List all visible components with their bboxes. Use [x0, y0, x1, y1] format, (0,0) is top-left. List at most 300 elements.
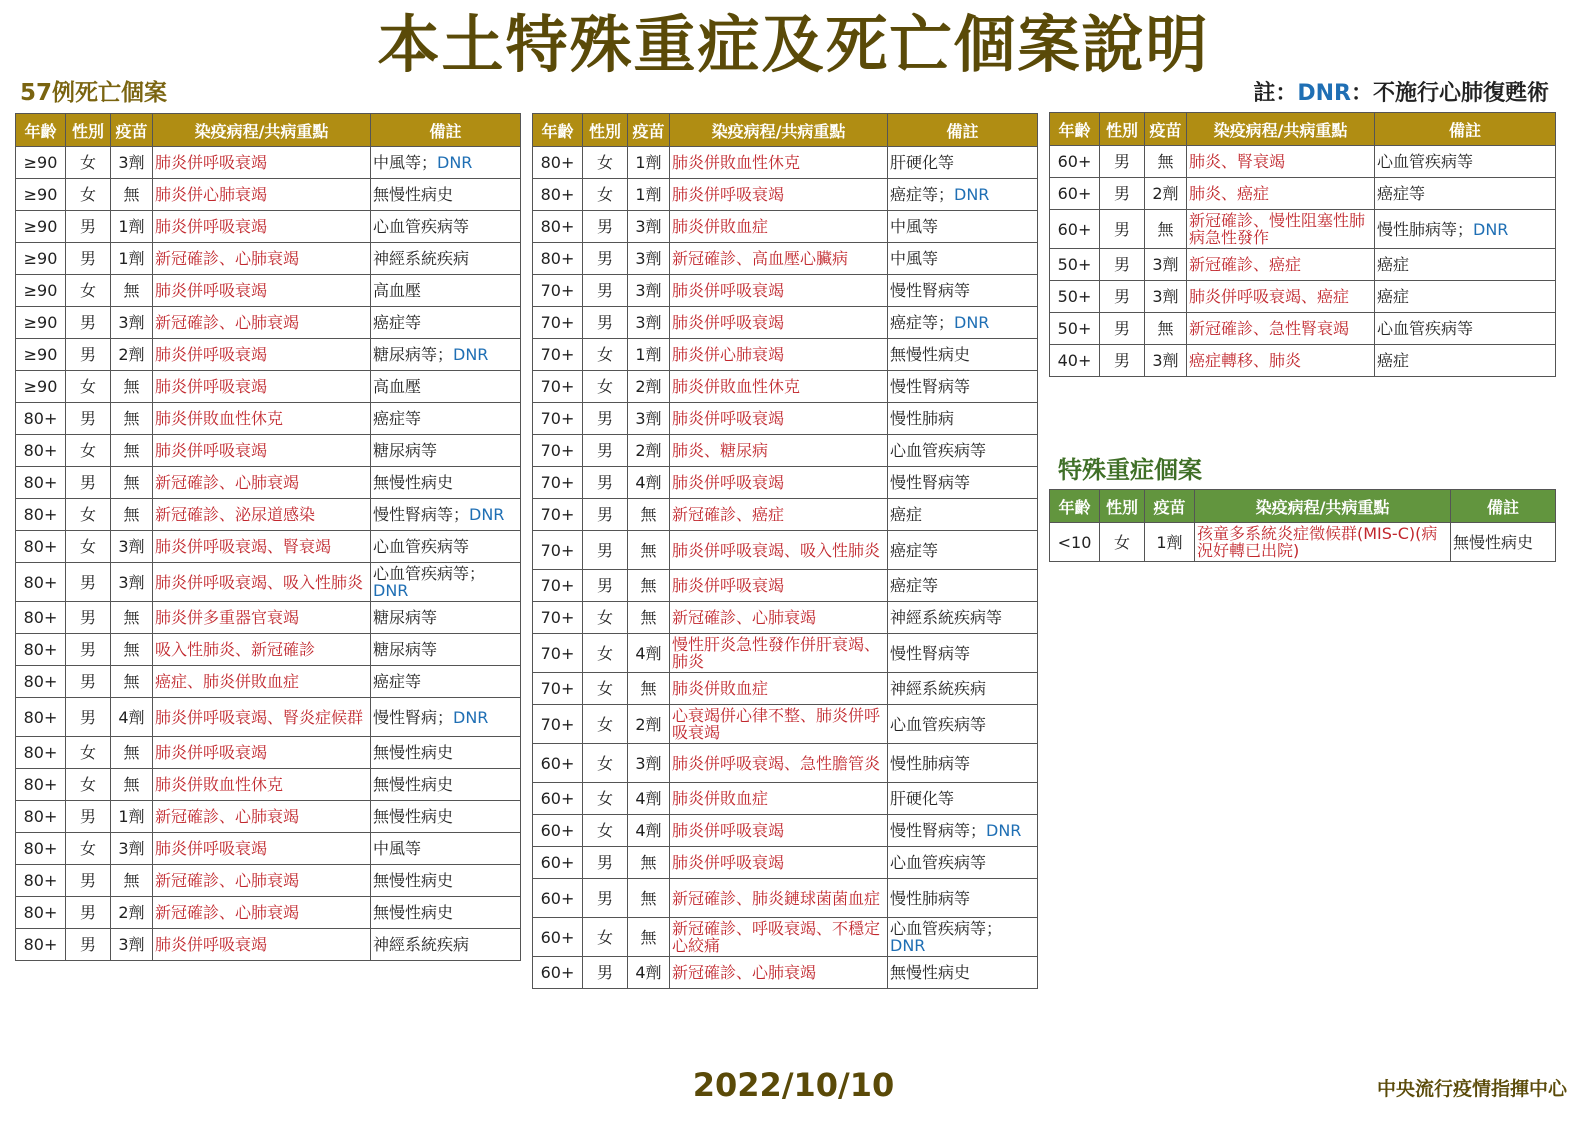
- course-cell: [153, 634, 371, 666]
- age-cell-text: 80+: [23, 473, 58, 492]
- vaccine-cell-text: 3劑: [118, 153, 145, 172]
- course-cell-text: 肺炎併呼吸衰竭: [155, 217, 268, 236]
- course-cell-text: 肺炎併呼吸衰竭: [155, 345, 268, 364]
- vaccine-cell-text: 2劑: [1152, 184, 1179, 203]
- course-cell: [153, 179, 371, 211]
- remark-cell: [888, 570, 1038, 602]
- remark-cell: [888, 957, 1038, 989]
- remark-cell-text: 慢性腎病；: [373, 707, 454, 727]
- course-cell-text: 新冠確診、急性腎衰竭: [1189, 319, 1350, 338]
- age-cell-text: 80+: [23, 743, 58, 762]
- remark-cell-text: 癌症: [1377, 287, 1410, 306]
- sex-cell: [66, 435, 111, 467]
- sex-cell-text: 女: [596, 345, 613, 364]
- vaccine-cell-text: 無: [123, 640, 140, 659]
- sex-cell-text: 男: [79, 313, 96, 332]
- course-cell-text: 癌症、肺炎併敗血症: [155, 672, 300, 691]
- table-row: [1050, 523, 1556, 562]
- course-cell-text: 新冠確診、泌尿道感染: [155, 505, 316, 524]
- course-cell: [670, 815, 888, 847]
- sex-cell: [583, 371, 628, 403]
- vaccine-cell-text: 3劑: [1152, 287, 1179, 306]
- remark-cell: [888, 147, 1038, 179]
- course-cell: [670, 275, 888, 307]
- course-cell: [153, 666, 371, 698]
- table-row: [16, 179, 521, 211]
- remark-cell-text: 癌症等；: [890, 313, 955, 332]
- sex-cell: [1100, 345, 1145, 377]
- course-cell-text: 肺炎併呼吸衰竭、吸入性肺炎: [155, 572, 364, 592]
- remark-cell-text: 中風等: [373, 839, 422, 858]
- course-cell: [153, 435, 371, 467]
- course-cell: [670, 634, 888, 673]
- sex-cell-text: 女: [79, 537, 96, 556]
- vaccine-cell-text: 3劑: [118, 572, 145, 592]
- dnr-note: [1253, 76, 1549, 107]
- sex-cell: [66, 403, 111, 435]
- age-cell-text: 80+: [23, 707, 58, 727]
- remark-cell-text: 慢性肺病等: [890, 753, 971, 773]
- remark-cell-text: 糖尿病等: [373, 608, 438, 627]
- age-cell-text: 70+: [540, 540, 575, 560]
- remark-cell: [1375, 249, 1556, 281]
- remark-cell-text: 心血管疾病等: [373, 217, 470, 236]
- remark-cell-text: 無慢性病史: [1453, 532, 1534, 552]
- age-cell: [16, 339, 66, 371]
- vaccine-cell-text: 2劑: [635, 441, 662, 460]
- age-cell-text: 70+: [540, 345, 575, 364]
- age-cell: [16, 634, 66, 666]
- remark-cell: [371, 865, 521, 897]
- age-cell-text: 80+: [23, 409, 58, 428]
- course-cell-text: 新冠確診、心肺衰竭: [155, 871, 300, 890]
- sex-cell: [583, 435, 628, 467]
- vaccine-cell: [628, 371, 670, 403]
- vaccine-cell-text: 無: [640, 927, 657, 947]
- dnr-tag: DNR: [453, 707, 489, 727]
- sex-cell: [583, 179, 628, 211]
- course-cell-text: 新冠確診、心肺衰竭: [672, 608, 817, 627]
- vaccine-cell: [1145, 146, 1187, 178]
- course-cell: [670, 179, 888, 211]
- age-cell: [16, 602, 66, 634]
- vaccine-cell-text: 無: [1157, 219, 1174, 239]
- course-cell: [670, 467, 888, 499]
- table-row: [533, 435, 1038, 467]
- age-cell: [16, 563, 66, 602]
- death-cases-table-3: [1049, 112, 1556, 377]
- note-term: DNR: [1297, 81, 1351, 106]
- remark-cell: [888, 602, 1038, 634]
- vaccine-cell-text: 3劑: [635, 313, 662, 332]
- age-cell-text: 70+: [540, 441, 575, 460]
- course-cell: [670, 744, 888, 783]
- age-cell-text: 60+: [540, 753, 575, 773]
- age-cell-text: ≥90: [23, 153, 58, 172]
- remark-cell-text: 慢性腎病等；: [373, 505, 470, 524]
- vaccine-cell: [111, 531, 153, 563]
- vaccine-cell: [628, 918, 670, 957]
- remark-cell: [371, 929, 521, 961]
- sex-cell: [583, 634, 628, 673]
- sex-cell-text: 女: [596, 789, 613, 808]
- vaccine-cell-text: 4劑: [635, 473, 662, 492]
- sex-cell: [583, 339, 628, 371]
- vaccine-cell: [111, 769, 153, 801]
- age-cell-text: 80+: [23, 807, 58, 826]
- table-row: [533, 634, 1038, 673]
- remark-cell-text: 無慢性病史: [890, 963, 971, 982]
- table-row: [1050, 281, 1556, 313]
- course-cell: [670, 531, 888, 570]
- sex-cell: [66, 339, 111, 371]
- vaccine-cell-text: 3劑: [1152, 255, 1179, 274]
- vaccine-cell: [111, 243, 153, 275]
- vaccine-cell: [111, 499, 153, 531]
- remark-cell: [1375, 146, 1556, 178]
- course-cell-text: 新冠確診、心肺衰竭: [155, 249, 300, 268]
- remark-cell-text: 糖尿病等: [373, 441, 438, 460]
- age-cell: [16, 243, 66, 275]
- remark-cell-text: 慢性肺病等；: [1377, 219, 1474, 239]
- course-cell-text: 孩童多系統炎症徵候群(MIS-C)(病況好轉已出院): [1197, 524, 1438, 560]
- remark-cell-text: 癌症等: [1377, 184, 1426, 203]
- remark-cell: [371, 339, 521, 371]
- vaccine-cell: [111, 833, 153, 865]
- table-row: [533, 339, 1038, 371]
- course-cell: [153, 833, 371, 865]
- course-cell: [1187, 210, 1375, 249]
- sex-cell: [66, 833, 111, 865]
- age-cell: [533, 602, 583, 634]
- table-row: [1050, 249, 1556, 281]
- sex-cell: [66, 179, 111, 211]
- remark-cell-text: 癌症: [1377, 255, 1410, 274]
- table-row: [16, 897, 521, 929]
- course-cell: [670, 847, 888, 879]
- age-cell: [16, 666, 66, 698]
- header-sex: 性別: [583, 114, 628, 147]
- table-row: [533, 275, 1038, 307]
- vaccine-cell-text: 無: [123, 672, 140, 691]
- remark-cell: [371, 403, 521, 435]
- course-cell-text: 肺炎併呼吸衰竭: [672, 185, 785, 204]
- vaccine-cell-text: 無: [123, 409, 140, 428]
- vaccine-cell-text: 無: [640, 505, 657, 524]
- sex-cell-text: 男: [79, 608, 96, 627]
- remark-cell-text: 中風等: [890, 217, 939, 236]
- course-cell: [1195, 523, 1451, 562]
- age-cell-text: 60+: [540, 963, 575, 982]
- vaccine-cell: [111, 147, 153, 179]
- age-cell: [533, 147, 583, 179]
- vaccine-cell: [111, 602, 153, 634]
- course-cell: [670, 403, 888, 435]
- course-cell-text: 肺炎併敗血性休克: [155, 409, 284, 428]
- course-cell: [670, 307, 888, 339]
- sex-cell-text: 男: [596, 217, 613, 236]
- sex-cell-text: 女: [596, 185, 613, 204]
- death-cases-table-1: [15, 113, 521, 961]
- sex-cell-text: 男: [1113, 219, 1130, 239]
- table-row: [16, 531, 521, 563]
- sex-cell-text: 女: [79, 743, 96, 762]
- sex-cell-text: 男: [79, 903, 96, 922]
- table-row: [533, 918, 1038, 957]
- table-row: [16, 307, 521, 339]
- vaccine-cell-text: 1劑: [118, 807, 145, 826]
- remark-cell-text: 慢性腎病等: [890, 473, 971, 492]
- vaccine-cell: [111, 371, 153, 403]
- sex-cell-text: 男: [79, 473, 96, 492]
- sex-cell-text: 男: [79, 707, 96, 727]
- remark-cell: [888, 403, 1038, 435]
- vaccine-cell-text: 無: [640, 888, 657, 908]
- sex-cell: [1100, 146, 1145, 178]
- vaccine-cell-text: 1劑: [635, 345, 662, 364]
- remark-cell: [371, 179, 521, 211]
- course-cell: [1187, 249, 1375, 281]
- age-cell-text: 80+: [23, 505, 58, 524]
- sex-cell-text: 男: [79, 249, 96, 268]
- sex-cell: [66, 243, 111, 275]
- course-cell: [670, 371, 888, 403]
- table-row: [16, 243, 521, 275]
- sex-cell: [66, 467, 111, 499]
- sex-cell: [583, 211, 628, 243]
- sex-cell: [583, 147, 628, 179]
- age-cell-text: <10: [1057, 532, 1092, 552]
- age-cell: [533, 243, 583, 275]
- vaccine-cell-text: 3劑: [635, 281, 662, 300]
- header-vaccine: 疫苗: [1145, 490, 1195, 523]
- vaccine-cell: [628, 307, 670, 339]
- course-cell: [153, 698, 371, 737]
- course-cell-text: 肺炎併呼吸衰竭、腎衰竭: [155, 537, 332, 556]
- remark-cell: [371, 634, 521, 666]
- death-cases-table-2: [532, 113, 1038, 989]
- vaccine-cell-text: 2劑: [118, 903, 145, 922]
- age-cell: [16, 147, 66, 179]
- age-cell-text: 70+: [540, 409, 575, 428]
- remark-cell-text: 糖尿病等；: [373, 345, 454, 364]
- sex-cell: [583, 879, 628, 918]
- vaccine-cell-text: 無: [640, 853, 657, 872]
- vaccine-cell-text: 2劑: [635, 377, 662, 396]
- age-cell-text: 80+: [540, 153, 575, 172]
- vaccine-cell-text: 無: [640, 540, 657, 560]
- header-sex: 性別: [1100, 113, 1145, 146]
- table-row: [533, 147, 1038, 179]
- remark-cell-text: 心血管疾病等: [890, 441, 987, 460]
- course-cell-text: 肺炎併呼吸衰竭、急性膽管炎: [672, 753, 881, 773]
- course-cell: [1187, 281, 1375, 313]
- remark-cell: [1375, 210, 1556, 249]
- course-cell-text: 肺炎併呼吸衰竭: [155, 377, 268, 396]
- course-cell: [153, 339, 371, 371]
- sex-cell-text: 女: [79, 153, 96, 172]
- remark-cell-text: 無慢性病史: [373, 871, 454, 890]
- age-cell: [533, 705, 583, 744]
- dnr-tag: DNR: [373, 581, 409, 600]
- age-cell-text: 70+: [540, 473, 575, 492]
- table-row: [533, 957, 1038, 989]
- header-remark: 備註: [1375, 113, 1556, 146]
- sex-cell-text: 女: [596, 153, 613, 172]
- sex-cell-text: 男: [1113, 351, 1130, 370]
- vaccine-cell: [628, 499, 670, 531]
- sex-cell: [583, 673, 628, 705]
- age-cell-text: ≥90: [23, 313, 58, 332]
- course-cell: [153, 602, 371, 634]
- age-cell: [533, 847, 583, 879]
- remark-cell: [371, 897, 521, 929]
- age-cell: [533, 673, 583, 705]
- remark-cell: [888, 634, 1038, 673]
- age-cell: [1050, 146, 1100, 178]
- vaccine-cell-text: 2劑: [635, 714, 662, 734]
- vaccine-cell-text: 3劑: [635, 409, 662, 428]
- sex-cell-text: 男: [79, 345, 96, 364]
- vaccine-cell: [111, 737, 153, 769]
- course-cell: [153, 929, 371, 961]
- age-cell-text: 60+: [1057, 152, 1092, 171]
- course-cell-text: 肺炎併敗血症: [672, 679, 769, 698]
- dnr-tag: DNR: [890, 936, 926, 955]
- vaccine-cell: [628, 673, 670, 705]
- age-cell: [533, 744, 583, 783]
- age-cell: [16, 211, 66, 243]
- remark-cell-text: 癌症等: [890, 540, 939, 560]
- age-cell: [533, 957, 583, 989]
- sex-cell-text: 女: [1113, 532, 1130, 552]
- vaccine-cell: [628, 211, 670, 243]
- age-cell-text: 80+: [540, 185, 575, 204]
- age-cell-text: 60+: [1057, 219, 1092, 239]
- vaccine-cell: [1145, 345, 1187, 377]
- sex-cell: [66, 929, 111, 961]
- table-row: [16, 403, 521, 435]
- age-cell-text: ≥90: [23, 377, 58, 396]
- vaccine-cell-text: 3劑: [118, 935, 145, 954]
- course-cell: [153, 531, 371, 563]
- vaccine-cell-text: 3劑: [118, 537, 145, 556]
- course-cell: [153, 737, 371, 769]
- remark-cell-text: 無慢性病史: [373, 473, 454, 492]
- sex-cell: [66, 147, 111, 179]
- sex-cell: [66, 563, 111, 602]
- course-cell: [670, 705, 888, 744]
- age-cell-text: 80+: [23, 871, 58, 890]
- age-cell: [533, 783, 583, 815]
- sex-cell-text: 男: [596, 281, 613, 300]
- remark-cell-text: 癌症等: [373, 313, 422, 332]
- age-cell: [533, 435, 583, 467]
- remark-cell: [888, 815, 1038, 847]
- course-cell-text: 新冠確診、心肺衰竭: [155, 473, 300, 492]
- age-cell-text: 70+: [540, 608, 575, 627]
- remark-cell-text: 無慢性病史: [373, 743, 454, 762]
- remark-cell: [888, 847, 1038, 879]
- remark-cell: [371, 211, 521, 243]
- remark-cell: [371, 602, 521, 634]
- sex-cell-text: 女: [79, 377, 96, 396]
- course-cell-text: 肺炎併呼吸衰竭: [672, 576, 785, 595]
- age-cell: [533, 371, 583, 403]
- table-row: [533, 705, 1038, 744]
- sex-cell: [66, 737, 111, 769]
- table-row: [533, 307, 1038, 339]
- remark-cell-text: 肝硬化等: [890, 153, 955, 172]
- sex-cell: [66, 307, 111, 339]
- remark-cell: [371, 563, 521, 602]
- remark-cell: [371, 467, 521, 499]
- table-row: [16, 371, 521, 403]
- table-row: [533, 371, 1038, 403]
- remark-cell: [888, 531, 1038, 570]
- remark-cell: [371, 243, 521, 275]
- sex-cell-text: 男: [596, 249, 613, 268]
- age-cell-text: 70+: [540, 679, 575, 698]
- vaccine-cell: [111, 563, 153, 602]
- header-course: 染疫病程/共病重點: [153, 114, 371, 147]
- age-cell: [533, 467, 583, 499]
- header-sex: 性別: [1100, 490, 1145, 523]
- remark-cell: [371, 275, 521, 307]
- vaccine-cell-text: 1劑: [1156, 532, 1183, 552]
- vaccine-cell-text: 3劑: [635, 249, 662, 268]
- table-row: [16, 929, 521, 961]
- course-cell-text: 肺炎併呼吸衰竭: [672, 281, 785, 300]
- age-cell-text: 60+: [540, 888, 575, 908]
- course-cell-text: 肺炎併敗血性休克: [672, 153, 801, 172]
- table-row: [1050, 313, 1556, 345]
- sex-cell: [583, 275, 628, 307]
- sex-cell: [66, 275, 111, 307]
- remark-cell: [371, 698, 521, 737]
- course-cell-text: 肺炎併呼吸衰竭: [672, 473, 785, 492]
- remark-cell-text: 心血管疾病等；: [373, 564, 486, 583]
- course-cell: [153, 307, 371, 339]
- sex-cell-text: 男: [596, 313, 613, 332]
- sex-cell-text: 男: [1113, 152, 1130, 171]
- age-cell: [16, 275, 66, 307]
- remark-cell-text: 慢性腎病等: [890, 281, 971, 300]
- vaccine-cell: [1145, 249, 1187, 281]
- sex-cell: [583, 847, 628, 879]
- vaccine-cell: [1145, 313, 1187, 345]
- sex-cell: [66, 371, 111, 403]
- age-cell-text: 80+: [540, 217, 575, 236]
- sex-cell: [66, 769, 111, 801]
- age-cell-text: ≥90: [23, 345, 58, 364]
- page-title: 本土特殊重症及死亡個案說明: [377, 8, 1210, 81]
- table-row: [533, 783, 1038, 815]
- report-date: 2022/10/10: [692, 1066, 895, 1104]
- vaccine-cell-text: 4劑: [635, 821, 662, 840]
- vaccine-cell: [111, 211, 153, 243]
- age-cell-text: 70+: [540, 377, 575, 396]
- vaccine-cell: [111, 435, 153, 467]
- course-cell-text: 肺炎併心肺衰竭: [155, 185, 268, 204]
- header-remark: 備註: [888, 114, 1038, 147]
- sex-cell: [66, 698, 111, 737]
- remark-cell-text: 無慢性病史: [373, 775, 454, 794]
- table-row: [1050, 345, 1556, 377]
- vaccine-cell: [628, 179, 670, 211]
- vaccine-cell: [111, 897, 153, 929]
- sex-cell: [66, 531, 111, 563]
